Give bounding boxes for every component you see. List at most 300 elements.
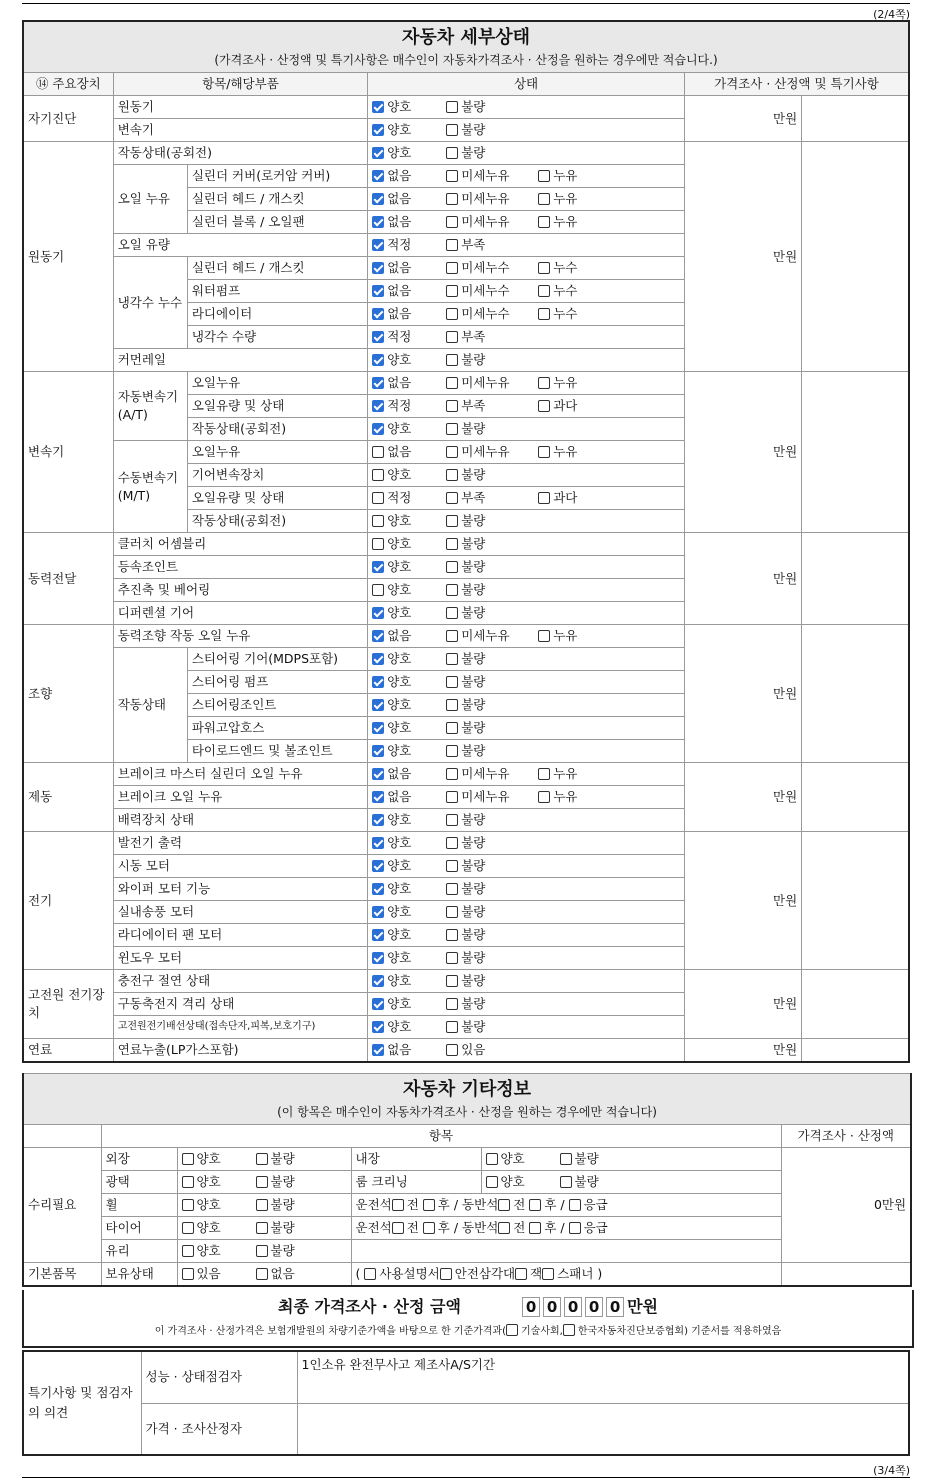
checked-checkbox-icon[interactable] [372, 308, 384, 320]
status-option[interactable] [372, 924, 446, 946]
checked-checkbox-icon[interactable] [372, 124, 384, 136]
option-label: 과다 [553, 490, 578, 505]
status-option[interactable] [372, 625, 446, 647]
checked-checkbox-icon[interactable] [372, 331, 384, 343]
option-label: 부족 [461, 398, 486, 413]
unchecked-checkbox-icon[interactable] [446, 331, 458, 343]
status-option[interactable] [446, 533, 538, 555]
status-option[interactable] [372, 717, 446, 739]
remarks-cell[interactable] [802, 142, 909, 372]
unchecked-checkbox-icon[interactable] [446, 906, 458, 918]
association-checkbox[interactable] [563, 1324, 575, 1336]
status-option[interactable] [372, 533, 446, 555]
remarks-cell[interactable] [802, 970, 909, 1039]
col-main-device: ⑭ 주요장치 [23, 73, 113, 96]
unchecked-checkbox-icon[interactable] [372, 446, 384, 458]
status-option[interactable] [446, 326, 538, 348]
status-option[interactable] [538, 786, 630, 808]
option-label: 양호 [387, 996, 412, 1011]
final-price-section [22, 1290, 914, 1348]
status-option[interactable] [372, 970, 446, 992]
status-option[interactable] [538, 487, 630, 509]
status-option[interactable] [538, 763, 630, 785]
device-group-label: 전기 [23, 832, 113, 970]
status-cell [368, 326, 685, 349]
checked-checkbox-icon[interactable] [372, 814, 384, 826]
status-option[interactable] [372, 119, 446, 141]
wheel-good-checkbox[interactable] [182, 1199, 194, 1211]
status-option[interactable] [446, 694, 538, 716]
unchecked-checkbox-icon[interactable] [538, 216, 550, 228]
unchecked-checkbox-icon[interactable] [446, 929, 458, 941]
status-option[interactable] [372, 372, 446, 394]
status-option[interactable] [372, 165, 446, 187]
status-option[interactable] [538, 165, 630, 187]
status-option[interactable] [446, 142, 538, 164]
status-option[interactable] [538, 257, 630, 279]
unchecked-checkbox-icon[interactable] [372, 584, 384, 596]
status-cell [368, 648, 685, 671]
status-option[interactable] [372, 280, 446, 302]
detail-row [23, 763, 909, 786]
unchecked-checkbox-icon[interactable] [446, 998, 458, 1010]
unchecked-checkbox-icon[interactable] [446, 607, 458, 619]
status-option[interactable] [372, 441, 446, 463]
rear-label: 후 [544, 1197, 557, 1212]
status-option[interactable] [446, 96, 538, 118]
unchecked-checkbox-icon[interactable] [446, 239, 458, 251]
status-option[interactable] [446, 441, 538, 463]
glass-label: 유리 [101, 1240, 177, 1263]
status-option[interactable] [446, 303, 538, 325]
checked-checkbox-icon[interactable] [372, 147, 384, 159]
checked-checkbox-icon[interactable] [372, 101, 384, 113]
status-option[interactable] [372, 418, 446, 440]
remarks-cell[interactable] [802, 832, 909, 970]
checked-checkbox-icon[interactable] [372, 883, 384, 895]
room-cleaning-label: 룸 크리닝 [351, 1171, 481, 1194]
checked-checkbox-icon[interactable] [372, 837, 384, 849]
status-option[interactable] [372, 671, 446, 693]
status-option[interactable] [372, 326, 446, 348]
status-option[interactable] [372, 947, 446, 969]
item-label: 스티어링 기어(MDPS포함) [187, 648, 367, 671]
tire-passenger-front-checkbox[interactable] [498, 1222, 510, 1234]
status-option[interactable] [372, 809, 446, 831]
unchecked-checkbox-icon[interactable] [446, 515, 458, 527]
status-option[interactable] [538, 372, 630, 394]
remarks-cell[interactable] [802, 96, 909, 142]
status-option[interactable] [446, 717, 538, 739]
status-option[interactable] [446, 625, 538, 647]
item-label: 클러치 어셈블리 [113, 533, 368, 556]
unchecked-checkbox-icon[interactable] [446, 952, 458, 964]
tire-driver-front-checkbox[interactable] [392, 1222, 404, 1234]
unchecked-checkbox-icon[interactable] [446, 1044, 458, 1056]
status-option[interactable] [446, 901, 538, 923]
tire-good-checkbox[interactable] [182, 1222, 194, 1234]
unchecked-checkbox-icon[interactable] [538, 285, 550, 297]
status-option[interactable] [446, 740, 538, 762]
checked-checkbox-icon[interactable] [372, 653, 384, 665]
unchecked-checkbox-icon[interactable] [538, 170, 550, 182]
unchecked-checkbox-icon[interactable] [446, 814, 458, 826]
unchecked-checkbox-icon[interactable] [446, 722, 458, 734]
status-option[interactable] [446, 809, 538, 831]
status-option[interactable] [372, 556, 446, 578]
unchecked-checkbox-icon[interactable] [538, 446, 550, 458]
final-price-title: 최종 가격조사 · 산정 금액 [278, 1297, 461, 1316]
checked-checkbox-icon[interactable] [372, 768, 384, 780]
unchecked-checkbox-icon[interactable] [538, 262, 550, 274]
status-option[interactable] [446, 211, 538, 233]
option-label: 누유 [553, 191, 578, 206]
status-option[interactable] [538, 211, 630, 233]
unchecked-checkbox-icon[interactable] [538, 377, 550, 389]
status-option[interactable] [372, 763, 446, 785]
option-label: 없음 [387, 168, 412, 183]
option-label: 불량 [461, 582, 486, 597]
status-option[interactable] [372, 96, 446, 118]
polish-bad-checkbox[interactable] [256, 1176, 268, 1188]
unchecked-checkbox-icon[interactable] [538, 768, 550, 780]
option-label: 미세누수 [461, 283, 510, 298]
checked-checkbox-icon[interactable] [372, 630, 384, 642]
unchecked-checkbox-icon[interactable] [446, 1021, 458, 1033]
item-label: 작동상태(공회전) [113, 142, 368, 165]
checked-checkbox-icon[interactable] [372, 745, 384, 757]
wheel-emergency-checkbox[interactable] [569, 1199, 581, 1211]
checked-checkbox-icon[interactable] [372, 929, 384, 941]
checked-checkbox-icon[interactable] [372, 975, 384, 987]
option-label: 적정 [387, 490, 412, 505]
status-option[interactable] [538, 188, 630, 210]
option-label: 양호 [387, 145, 412, 160]
status-option[interactable] [446, 257, 538, 279]
checked-checkbox-icon[interactable] [372, 722, 384, 734]
checked-checkbox-icon[interactable] [372, 377, 384, 389]
sub-group-label: 냉각수 누수 [113, 257, 187, 349]
checked-checkbox-icon[interactable] [372, 607, 384, 619]
status-option[interactable] [372, 188, 446, 210]
item-label: 기어변속장치 [187, 464, 367, 487]
status-option[interactable] [372, 648, 446, 670]
status-cell [368, 142, 685, 165]
checked-checkbox-icon[interactable] [372, 400, 384, 412]
checked-checkbox-icon[interactable] [372, 1021, 384, 1033]
status-option[interactable] [446, 671, 538, 693]
status-option[interactable] [372, 349, 446, 371]
repair-needed-label: 수리필요 [23, 1148, 101, 1263]
status-option[interactable] [372, 740, 446, 762]
status-option[interactable] [446, 763, 538, 785]
checked-checkbox-icon[interactable] [372, 239, 384, 251]
status-option[interactable] [538, 280, 630, 302]
unchecked-checkbox-icon[interactable] [446, 124, 458, 136]
status-option[interactable] [538, 625, 630, 647]
performance-inspector-value[interactable]: 1인소유 완전무사고 제조사A/S기간 [297, 1351, 909, 1403]
unchecked-checkbox-icon[interactable] [446, 653, 458, 665]
status-option[interactable] [372, 832, 446, 854]
unchecked-checkbox-icon[interactable] [446, 791, 458, 803]
final-price-row [24, 1294, 912, 1317]
triangle-checkbox[interactable] [440, 1268, 452, 1280]
status-option[interactable] [372, 257, 446, 279]
unchecked-checkbox-icon[interactable] [538, 630, 550, 642]
checked-checkbox-icon[interactable] [372, 699, 384, 711]
status-option[interactable] [372, 579, 446, 601]
wheel-driver-rear-checkbox[interactable] [423, 1199, 435, 1211]
option-label: 미세누유 [461, 375, 510, 390]
unchecked-checkbox-icon[interactable] [446, 860, 458, 872]
checked-checkbox-icon[interactable] [372, 561, 384, 573]
unchecked-checkbox-icon[interactable] [446, 216, 458, 228]
unchecked-checkbox-icon[interactable] [372, 515, 384, 527]
checked-checkbox-icon[interactable] [372, 216, 384, 228]
unchecked-checkbox-icon[interactable] [372, 538, 384, 550]
option-label: 미세누유 [461, 168, 510, 183]
price-assessor-value[interactable] [297, 1403, 909, 1455]
status-option[interactable] [446, 602, 538, 624]
status-cell [368, 602, 685, 625]
status-option[interactable] [446, 1039, 538, 1061]
status-option[interactable] [372, 602, 446, 624]
unchecked-checkbox-icon[interactable] [446, 745, 458, 757]
checked-checkbox-icon[interactable] [372, 906, 384, 918]
status-option[interactable] [372, 510, 446, 532]
status-option[interactable] [446, 878, 538, 900]
status-option[interactable] [446, 786, 538, 808]
wheel-bad-checkbox[interactable] [256, 1199, 268, 1211]
tire-label: 타이어 [101, 1217, 177, 1240]
glass-good-checkbox[interactable] [182, 1245, 194, 1257]
status-option[interactable] [446, 188, 538, 210]
option-label: 누유 [553, 444, 578, 459]
unchecked-checkbox-icon[interactable] [446, 492, 458, 504]
remarks-cell[interactable] [802, 625, 909, 763]
checked-checkbox-icon[interactable] [372, 262, 384, 274]
status-option[interactable] [446, 648, 538, 670]
spanner-checkbox[interactable] [542, 1268, 554, 1280]
status-option[interactable] [446, 395, 538, 417]
option-label: 양호 [387, 582, 412, 597]
tire-passenger-rear-checkbox[interactable] [529, 1222, 541, 1234]
option-label: 없음 [387, 444, 412, 459]
unchecked-checkbox-icon[interactable] [446, 101, 458, 113]
item-label: 변속기 [113, 119, 368, 142]
status-option[interactable] [446, 372, 538, 394]
wheel-driver-front-checkbox[interactable] [392, 1199, 404, 1211]
unchecked-checkbox-icon[interactable] [446, 768, 458, 780]
unchecked-checkbox-icon[interactable] [446, 147, 458, 159]
unchecked-checkbox-icon[interactable] [372, 469, 384, 481]
room-cleaning-good-checkbox[interactable] [486, 1176, 498, 1188]
status-option[interactable] [446, 464, 538, 486]
status-option[interactable] [446, 970, 538, 992]
checked-checkbox-icon[interactable] [372, 998, 384, 1010]
interior-good-checkbox[interactable] [486, 1153, 498, 1165]
detail-subtitle: (가격조사 · 산정액 및 특기사항은 매수인이 자동차가격조사 · 산정을 원하는 경우에만 적습니다.) [214, 53, 718, 67]
remarks-cell[interactable] [802, 1039, 909, 1063]
status-option[interactable] [372, 464, 446, 486]
unchecked-checkbox-icon[interactable] [372, 492, 384, 504]
option-label: 불량 [461, 467, 486, 482]
unchecked-checkbox-icon[interactable] [446, 400, 458, 412]
unchecked-checkbox-icon[interactable] [446, 883, 458, 895]
option-label: 불량 [461, 973, 486, 988]
status-option[interactable] [446, 924, 538, 946]
sub-group-label: 자동변속기 (A/T) [113, 372, 187, 441]
status-option[interactable] [372, 303, 446, 325]
status-option[interactable] [372, 878, 446, 900]
unchecked-checkbox-icon[interactable] [446, 561, 458, 573]
remarks-cell[interactable] [802, 763, 909, 832]
remarks-cell[interactable] [802, 533, 909, 625]
status-option[interactable] [372, 855, 446, 877]
status-cell [368, 717, 685, 740]
status-option[interactable] [446, 1016, 538, 1038]
checked-checkbox-icon[interactable] [372, 1044, 384, 1056]
technician-society-checkbox[interactable] [506, 1324, 518, 1336]
checked-checkbox-icon[interactable] [372, 354, 384, 366]
status-option[interactable] [372, 993, 446, 1015]
status-option[interactable] [538, 395, 630, 417]
status-option[interactable] [446, 487, 538, 509]
status-option[interactable] [372, 1039, 446, 1061]
checked-checkbox-icon[interactable] [372, 676, 384, 688]
option-label: 양호 [387, 513, 412, 528]
checked-checkbox-icon[interactable] [372, 285, 384, 297]
unchecked-checkbox-icon[interactable] [446, 699, 458, 711]
wheel-position-row: 운전석 전 후 / 동반석 전 후 / 응급 [351, 1194, 781, 1217]
status-option[interactable] [538, 441, 630, 463]
room-cleaning-bad-checkbox[interactable] [560, 1176, 572, 1188]
good-label: 양호 [196, 1151, 221, 1166]
price-assessor-label: 가격 · 조사산정자 [141, 1403, 297, 1455]
unchecked-checkbox-icon[interactable] [446, 538, 458, 550]
polish-good-checkbox[interactable] [182, 1176, 194, 1188]
status-option[interactable] [446, 947, 538, 969]
unchecked-checkbox-icon[interactable] [446, 354, 458, 366]
status-option[interactable] [446, 234, 538, 256]
exterior-bad-checkbox[interactable] [256, 1153, 268, 1165]
unchecked-checkbox-icon[interactable] [538, 308, 550, 320]
sub-group-label: 작동상태 [113, 648, 187, 763]
status-cell [368, 671, 685, 694]
status-option[interactable] [372, 211, 446, 233]
unchecked-checkbox-icon[interactable] [446, 584, 458, 596]
status-option[interactable] [446, 165, 538, 187]
status-option[interactable] [372, 694, 446, 716]
unchecked-checkbox-icon[interactable] [446, 630, 458, 642]
status-option[interactable] [446, 556, 538, 578]
status-option[interactable] [446, 510, 538, 532]
glass-bad-checkbox[interactable] [256, 1245, 268, 1257]
status-cell [368, 418, 685, 441]
checked-checkbox-icon[interactable] [372, 193, 384, 205]
status-option[interactable] [446, 349, 538, 371]
status-option[interactable] [372, 142, 446, 164]
device-group-label: 제동 [23, 763, 113, 832]
status-option[interactable] [446, 832, 538, 854]
status-option[interactable] [372, 786, 446, 808]
checked-checkbox-icon[interactable] [372, 952, 384, 964]
wheel-passenger-front-checkbox[interactable] [498, 1199, 510, 1211]
unchecked-checkbox-icon[interactable] [538, 791, 550, 803]
extra-header [23, 1074, 911, 1125]
checked-checkbox-icon[interactable] [372, 791, 384, 803]
unchecked-checkbox-icon[interactable] [446, 377, 458, 389]
checked-checkbox-icon[interactable] [372, 170, 384, 182]
option-label: 불량 [461, 697, 486, 712]
status-cell [368, 786, 685, 809]
unchecked-checkbox-icon[interactable] [446, 469, 458, 481]
status-option[interactable] [372, 395, 446, 417]
unchecked-checkbox-icon[interactable] [446, 837, 458, 849]
possession-no-checkbox[interactable] [256, 1268, 268, 1280]
unchecked-checkbox-icon[interactable] [538, 193, 550, 205]
tire-emergency-checkbox[interactable] [569, 1222, 581, 1234]
unchecked-checkbox-icon[interactable] [446, 308, 458, 320]
unchecked-checkbox-icon[interactable] [446, 676, 458, 688]
no-label: 없음 [270, 1266, 295, 1281]
front-label: 전 [513, 1220, 526, 1235]
unchecked-checkbox-icon[interactable] [446, 446, 458, 458]
option-label: 불량 [461, 122, 486, 137]
unchecked-checkbox-icon[interactable] [446, 193, 458, 205]
item-label: 시동 모터 [113, 855, 368, 878]
option-label: 불량 [461, 927, 486, 942]
status-option[interactable] [446, 993, 538, 1015]
checked-checkbox-icon[interactable] [372, 860, 384, 872]
status-option[interactable] [446, 280, 538, 302]
emergency-label: 응급 [583, 1197, 608, 1212]
status-option[interactable] [446, 119, 538, 141]
unchecked-checkbox-icon[interactable] [446, 423, 458, 435]
wheel-passenger-rear-checkbox[interactable] [529, 1199, 541, 1211]
status-option[interactable] [446, 579, 538, 601]
option-label: 양호 [387, 743, 412, 758]
unchecked-checkbox-icon[interactable] [538, 400, 550, 412]
unchecked-checkbox-icon[interactable] [446, 975, 458, 987]
unchecked-checkbox-icon[interactable] [446, 262, 458, 274]
exterior-good-checkbox[interactable] [182, 1153, 194, 1165]
status-option[interactable] [446, 418, 538, 440]
option-label: 미세누유 [461, 444, 510, 459]
checked-checkbox-icon[interactable] [372, 423, 384, 435]
final-note-b: 기술사회, [521, 1326, 563, 1337]
status-option[interactable] [372, 234, 446, 256]
unchecked-checkbox-icon[interactable] [446, 170, 458, 182]
option-label: 누수 [553, 306, 578, 321]
option-label: 양호 [387, 122, 412, 137]
manual-checkbox[interactable] [364, 1268, 376, 1280]
unchecked-checkbox-icon[interactable] [446, 285, 458, 297]
exterior-label: 외장 [101, 1148, 177, 1171]
status-option[interactable] [372, 1016, 446, 1038]
unchecked-checkbox-icon[interactable] [538, 492, 550, 504]
jack-checkbox[interactable] [515, 1268, 527, 1280]
tire-bad-checkbox[interactable] [256, 1222, 268, 1234]
tire-driver-rear-checkbox[interactable] [423, 1222, 435, 1234]
status-option[interactable] [446, 855, 538, 877]
interior-bad-checkbox[interactable] [560, 1153, 572, 1165]
status-option[interactable] [372, 487, 446, 509]
remarks-cell[interactable] [802, 372, 909, 533]
status-option[interactable] [538, 303, 630, 325]
possession-yes-checkbox[interactable] [182, 1268, 194, 1280]
status-option[interactable] [372, 901, 446, 923]
